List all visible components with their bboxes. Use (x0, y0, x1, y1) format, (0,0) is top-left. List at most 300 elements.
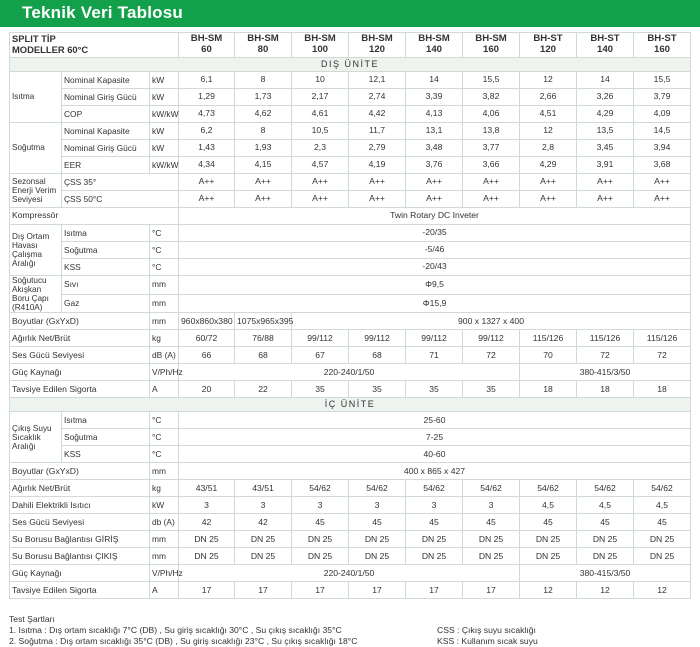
section-outdoor: DIŞ ÜNİTE (10, 58, 691, 72)
value-cell: 6,2 (179, 123, 235, 140)
value-cell: 1,43 (179, 140, 235, 157)
model-header (634, 33, 691, 58)
value-cell: Φ15,9 (179, 294, 691, 313)
value-cell: DN 25 (463, 531, 520, 548)
value-cell: 99/112 (349, 330, 406, 347)
value-cell: 18 (634, 381, 691, 398)
value-cell: 14,5 (634, 123, 691, 140)
seasonal-row (10, 174, 691, 191)
value-cell: 3 (349, 497, 406, 514)
water_in-row (10, 531, 691, 548)
pipe-row (10, 276, 691, 295)
row-label: Boyutlar (GxYxD) (10, 313, 150, 330)
footer-line-cooling: 2. Soğutma : Dış ortam sıcaklığı 35°C (DB) , Su giriş sıcaklığı 23°C , Su çıkış sıcaklığı 18°C (9, 636, 358, 646)
unit-cell: °C (150, 259, 179, 276)
value-cell: 4,34 (179, 157, 235, 174)
compressor-row (10, 208, 691, 225)
model-number: 120 (369, 44, 386, 55)
footer-kss-note: KSS : Kullanım sıcak suyu (437, 636, 538, 646)
fuse-row (10, 381, 691, 398)
page-title: Teknik Veri Tablosu (22, 3, 183, 22)
unit-cell: dB (A) (150, 347, 179, 364)
value-cell: 400 x 865 x 427 (179, 463, 691, 480)
dimensions-row (10, 463, 691, 480)
unit-cell: V/Ph/Hz (150, 364, 179, 381)
model-header (179, 33, 235, 58)
value-cell: 35 (463, 381, 520, 398)
cooling-group-label: Soğutma (10, 123, 62, 174)
unit-cell: A (150, 381, 179, 398)
row-label: COP (62, 106, 150, 123)
value-cell: 220-240/1/50 (179, 364, 520, 381)
value-cell: 12,1 (349, 72, 406, 89)
value-cell: A++ (179, 174, 235, 191)
value-cell: 4,73 (179, 106, 235, 123)
model-header (463, 33, 520, 58)
value-cell: 99/112 (463, 330, 520, 347)
model-name: BH-SM (418, 33, 450, 45)
value-cell: 43/51 (235, 480, 292, 497)
value-cell: -20/35 (179, 225, 691, 242)
value-cell: -5/46 (179, 242, 691, 259)
value-cell: 35 (349, 381, 406, 398)
value-cell: A++ (577, 191, 634, 208)
row-label: Nominal Giriş Gücü (62, 89, 150, 106)
model-name: BH-SM (475, 33, 507, 45)
value-cell: A++ (634, 174, 691, 191)
row-label: Tavsiye Edilen Sigorta (10, 381, 150, 398)
value-cell: DN 25 (235, 548, 292, 565)
unit-cell: °C (150, 242, 179, 259)
value-cell: 3,91 (577, 157, 634, 174)
title-bar (0, 0, 700, 27)
unit-cell: mm (150, 313, 179, 330)
value-cell: 54/62 (463, 480, 520, 497)
value-cell: DN 25 (292, 548, 349, 565)
value-cell: 115/126 (520, 330, 577, 347)
header-row (10, 33, 691, 58)
value-cell: 13,5 (577, 123, 634, 140)
value-cell: 10,5 (292, 123, 349, 140)
value-cell: 71 (406, 347, 463, 364)
value-cell: 3 (463, 497, 520, 514)
unit-cell: kW/kW (150, 157, 179, 174)
value-cell: 17 (463, 582, 520, 599)
value-cell: 12 (520, 123, 577, 140)
value-cell: -20/43 (179, 259, 691, 276)
section-indoor: İÇ ÜNİTE (10, 398, 691, 412)
value-cell: 42 (235, 514, 292, 531)
value-cell: 2,3 (292, 140, 349, 157)
ambient-row (10, 242, 691, 259)
value-cell: 35 (292, 381, 349, 398)
value-cell: 67 (292, 347, 349, 364)
power-row (10, 565, 691, 582)
ambient-row (10, 225, 691, 242)
value-cell: 22 (235, 381, 292, 398)
value-cell: 99/112 (406, 330, 463, 347)
value-cell: 15,5 (634, 72, 691, 89)
value-cell: 4,06 (463, 106, 520, 123)
value-cell: 3,39 (406, 89, 463, 106)
value-cell: DN 25 (235, 531, 292, 548)
unit-cell: mm (150, 294, 179, 313)
unit-cell: kW (150, 89, 179, 106)
model-header (520, 33, 577, 58)
value-cell: 3 (406, 497, 463, 514)
row-label: Nominal Kapasite (62, 72, 150, 89)
row-label: Dahili Elektrikli Isıtıcı (10, 497, 150, 514)
value-cell: 6,1 (179, 72, 235, 89)
value-cell: 17 (179, 582, 235, 599)
value-cell: 4,57 (292, 157, 349, 174)
row-label: Isıtma (62, 412, 150, 429)
model-header (577, 33, 634, 58)
value-cell: DN 25 (406, 548, 463, 565)
section-row (10, 398, 691, 412)
section-row (10, 58, 691, 72)
row-label: Ses Gücü Seviyesi (10, 347, 150, 364)
value-cell: 54/62 (406, 480, 463, 497)
value-cell: 1,29 (179, 89, 235, 106)
value-cell: A++ (463, 174, 520, 191)
value-cell: 2,79 (349, 140, 406, 157)
model-header (292, 33, 349, 58)
value-cell: 43/51 (179, 480, 235, 497)
value-cell: 45 (577, 514, 634, 531)
value-cell: DN 25 (179, 548, 235, 565)
value-cell: 54/62 (520, 480, 577, 497)
value-cell: 380-415/3/50 (520, 364, 691, 381)
value-cell: 45 (349, 514, 406, 531)
row-label: Soğutma (62, 242, 150, 259)
value-cell: DN 25 (349, 531, 406, 548)
unit-cell: kW (150, 123, 179, 140)
value-cell: 18 (520, 381, 577, 398)
value-cell: 12 (634, 582, 691, 599)
value-cell: 960x860x380 (179, 313, 235, 330)
unit-cell: db (A) (150, 514, 179, 531)
row-label: Nominal Kapasite (62, 123, 150, 140)
unit-cell: kg (150, 330, 179, 347)
value-cell: 45 (520, 514, 577, 531)
unit-cell: °C (150, 429, 179, 446)
row-label: Boyutlar (GxYxD) (10, 463, 150, 480)
value-cell: 54/62 (349, 480, 406, 497)
value-cell: A++ (349, 174, 406, 191)
model-name: BH-ST (533, 33, 563, 45)
cooling-row (10, 123, 691, 140)
value-cell: 1075x965x395 (235, 313, 292, 330)
value-cell: DN 25 (520, 531, 577, 548)
header-label (10, 33, 179, 58)
value-cell: 68 (235, 347, 292, 364)
value-cell: 13,8 (463, 123, 520, 140)
footer-css-note: CSS : Çıkış suyu sıcaklığı (437, 625, 536, 635)
value-cell: 11,7 (349, 123, 406, 140)
value-cell: 4,62 (235, 106, 292, 123)
value-cell: 66 (179, 347, 235, 364)
value-cell: 4,61 (292, 106, 349, 123)
row-label: Nominal Giriş Gücü (62, 140, 150, 157)
value-cell: 2,8 (520, 140, 577, 157)
value-cell: 4,5 (634, 497, 691, 514)
unit-cell: °C (150, 412, 179, 429)
value-cell: 3,48 (406, 140, 463, 157)
model-header (349, 33, 406, 58)
value-cell: 76/88 (235, 330, 292, 347)
value-cell: 3,45 (577, 140, 634, 157)
value-cell: 1,73 (235, 89, 292, 106)
value-cell: 4,5 (577, 497, 634, 514)
unit-cell: kW (150, 140, 179, 157)
unit-cell: mm (150, 548, 179, 565)
unit-cell: kW (150, 497, 179, 514)
unit-cell: V/Ph/Hz (150, 565, 179, 582)
pipe-group-label: Soğutucu Akışkan Boru Çapı (R410A) (10, 276, 62, 313)
value-cell: 4,5 (520, 497, 577, 514)
heating-group-label: Isıtma (10, 72, 62, 123)
value-cell: 40-60 (179, 446, 691, 463)
unit-cell: mm (150, 276, 179, 295)
model-number: 100 (312, 44, 329, 55)
heating-row (10, 72, 691, 89)
value-cell: 3 (179, 497, 235, 514)
value-cell: DN 25 (349, 548, 406, 565)
weight-row (10, 330, 691, 347)
value-cell: Φ9,5 (179, 276, 691, 295)
model-number: 140 (597, 44, 614, 55)
unit-cell: mm (150, 531, 179, 548)
value-cell: DN 25 (634, 548, 691, 565)
value-cell: 3 (235, 497, 292, 514)
water-temp-row (10, 412, 691, 429)
dimensions-row (10, 313, 691, 330)
value-cell: 14 (577, 72, 634, 89)
row-label: Ağırlık Net/Brüt (10, 480, 150, 497)
model-number: 120 (540, 44, 557, 55)
model-name: BH-SM (361, 33, 393, 45)
value-cell: 14 (406, 72, 463, 89)
seasonal-row (10, 191, 691, 208)
value-cell: 4,29 (520, 157, 577, 174)
cooling-row (10, 157, 691, 174)
water-temp-row (10, 429, 691, 446)
row-label: Isıtma (62, 225, 150, 242)
model-header (406, 33, 463, 58)
value-cell: 4,09 (634, 106, 691, 123)
value-cell: 18 (577, 381, 634, 398)
cooling-row (10, 140, 691, 157)
row-label: Soğutma (62, 429, 150, 446)
value-cell: 54/62 (292, 480, 349, 497)
model-number: 160 (483, 44, 500, 55)
row-label: Ses Gücü Seviyesi (10, 514, 150, 531)
value-cell: 17 (292, 582, 349, 599)
value-cell: DN 25 (577, 531, 634, 548)
power-row (10, 364, 691, 381)
value-cell: A++ (406, 174, 463, 191)
value-cell: 13,1 (406, 123, 463, 140)
ambient-row (10, 259, 691, 276)
value-cell: 54/62 (634, 480, 691, 497)
value-cell: 1,93 (235, 140, 292, 157)
value-cell: DN 25 (577, 548, 634, 565)
weight-row (10, 480, 691, 497)
value-cell: 2,66 (520, 89, 577, 106)
value-cell: 3,26 (577, 89, 634, 106)
value-cell: DN 25 (520, 548, 577, 565)
value-cell: 3,94 (634, 140, 691, 157)
spec-table (9, 32, 691, 599)
value-cell: 10 (292, 72, 349, 89)
value-cell: 900 x 1327 x 400 (292, 313, 691, 330)
value-cell: 4,42 (349, 106, 406, 123)
model-number: 140 (426, 44, 443, 55)
ambient-group-label: Dış Ortam Havası Çalışma Aralığı (10, 225, 62, 276)
value-cell: 4,29 (577, 106, 634, 123)
row-label: KSS (62, 259, 150, 276)
row-label: Su Borusu Bağlantısı ÇIKIŞ (10, 548, 150, 565)
row-label: EER (62, 157, 150, 174)
value-cell: 25-60 (179, 412, 691, 429)
value-cell: A++ (520, 174, 577, 191)
value-cell: A++ (292, 174, 349, 191)
value-cell: 17 (406, 582, 463, 599)
value-cell: 2,74 (349, 89, 406, 106)
value-cell: A++ (292, 191, 349, 208)
value-cell: 60/72 (179, 330, 235, 347)
value-cell: A++ (577, 174, 634, 191)
value-cell: 12 (577, 582, 634, 599)
value-cell: DN 25 (406, 531, 463, 548)
row-label: ÇSS 50°C (62, 191, 179, 208)
value-cell: 4,15 (235, 157, 292, 174)
sound-row (10, 514, 691, 531)
row-label: Tavsiye Edilen Sigorta (10, 582, 150, 599)
value-cell: 15,5 (463, 72, 520, 89)
row-label: Güç Kaynağı (10, 364, 150, 381)
spec-table-body (10, 33, 691, 599)
value-cell: 12 (520, 582, 577, 599)
value-cell: A++ (634, 191, 691, 208)
value-cell: A++ (235, 174, 292, 191)
row-label: KSS (62, 446, 150, 463)
value-cell: DN 25 (179, 531, 235, 548)
value-cell: 7-25 (179, 429, 691, 446)
value-cell: 220-240/1/50 (179, 565, 520, 582)
value-cell: 45 (634, 514, 691, 531)
row-label: Sıvı (62, 276, 150, 295)
model-number: 160 (654, 44, 671, 55)
value-cell: 17 (349, 582, 406, 599)
value-cell: DN 25 (292, 531, 349, 548)
unit-cell: °C (150, 225, 179, 242)
value-cell: 54/62 (577, 480, 634, 497)
value-cell: 3,76 (406, 157, 463, 174)
row-label: Su Borusu Bağlantısı GİRİŞ (10, 531, 150, 548)
value-cell: A++ (406, 191, 463, 208)
row-label: Güç Kaynağı (10, 565, 150, 582)
row-label: ÇSS 35° (62, 174, 179, 191)
value-cell: 4,19 (349, 157, 406, 174)
value-cell: 12 (520, 72, 577, 89)
unit-cell: kW/kW (150, 106, 179, 123)
footer-title: Test Şartları (9, 614, 55, 624)
water-group-label: Çıkış Suyu Sıcaklık Aralığı (10, 412, 62, 463)
unit-cell: kg (150, 480, 179, 497)
unit-cell: mm (150, 463, 179, 480)
value-cell: A++ (520, 191, 577, 208)
value-cell: 8 (235, 72, 292, 89)
unit-cell: A (150, 582, 179, 599)
pipe-row (10, 294, 691, 313)
value-cell: DN 25 (634, 531, 691, 548)
header-label-2: MODELLER 60°C (12, 44, 89, 55)
heating-row (10, 89, 691, 106)
footer-line-heating: 1. Isıtma : Dış ortam sıcaklığı 7°C (DB) , Su giriş sıcaklığı 30°C , Su çıkış sıcaklığı 35°C (9, 625, 342, 635)
value-cell: 115/126 (577, 330, 634, 347)
value-cell: 20 (179, 381, 235, 398)
value-cell: 115/126 (634, 330, 691, 347)
model-header (235, 33, 292, 58)
value-cell: DN 25 (463, 548, 520, 565)
value-cell: 72 (634, 347, 691, 364)
value-cell: 68 (349, 347, 406, 364)
value-cell: A++ (349, 191, 406, 208)
value-cell: 3 (292, 497, 349, 514)
value-cell: 17 (235, 582, 292, 599)
value-cell: 45 (292, 514, 349, 531)
value-cell: A++ (463, 191, 520, 208)
model-name: BH-SM (247, 33, 279, 45)
value-cell: 3,82 (463, 89, 520, 106)
value-cell: 42 (179, 514, 235, 531)
unit-cell: kW (150, 72, 179, 89)
value-cell: 45 (406, 514, 463, 531)
value-cell: 4,51 (520, 106, 577, 123)
value-cell: 380-415/3/50 (520, 565, 691, 582)
value-cell: 35 (406, 381, 463, 398)
seasonal-group-label: Sezonsal Enerji Verim Seviyesi (10, 174, 62, 208)
value-cell: 4,13 (406, 106, 463, 123)
model-name: BH-SM (304, 33, 336, 45)
value-cell: A++ (179, 191, 235, 208)
value-cell: 3,79 (634, 89, 691, 106)
value-cell: 99/112 (292, 330, 349, 347)
value-cell: 3,68 (634, 157, 691, 174)
value-cell: 70 (520, 347, 577, 364)
water-temp-row (10, 446, 691, 463)
value-cell: A++ (235, 191, 292, 208)
model-number: 60 (201, 44, 212, 55)
value-cell: 3,77 (463, 140, 520, 157)
value-cell: 72 (577, 347, 634, 364)
value-cell: 72 (463, 347, 520, 364)
unit-cell: °C (150, 446, 179, 463)
compressor-value: Twin Rotary DC Inveter (179, 208, 691, 225)
value-cell: 8 (235, 123, 292, 140)
compressor-label: Kompressör (10, 208, 179, 225)
heating-row (10, 106, 691, 123)
row-label: Gaz (62, 294, 150, 313)
value-cell: 45 (463, 514, 520, 531)
row-label: Ağırlık Net/Brüt (10, 330, 150, 347)
value-cell: 3,66 (463, 157, 520, 174)
model-name: BH-SM (190, 33, 223, 45)
value-cell: 2,17 (292, 89, 349, 106)
sound-row (10, 347, 691, 364)
